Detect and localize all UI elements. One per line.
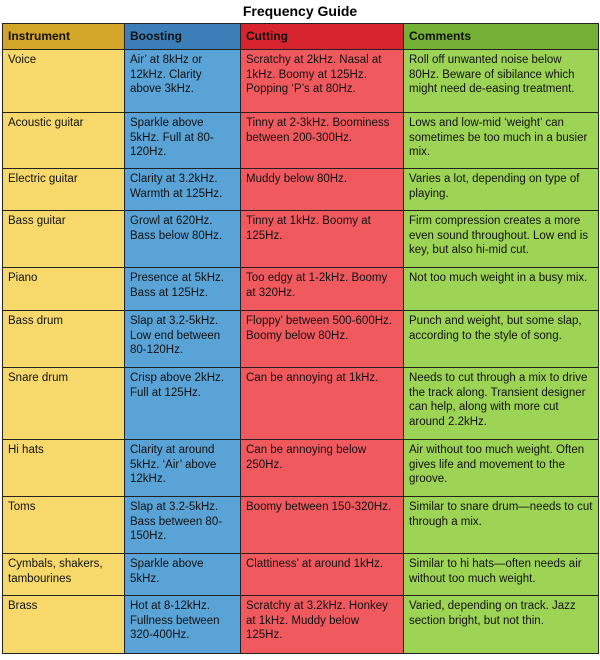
cutting-cell: Boomy between 150-320Hz.	[241, 497, 404, 554]
cutting-cell: Can be annoying at 1kHz.	[241, 368, 404, 440]
boosting-cell: Clarity at around 5kHz. ‘Air’ above 12kHz.	[125, 440, 241, 497]
boosting-cell: Crisp above 2kHz. Full at 125Hz.	[125, 368, 241, 440]
boosting-cell: Presence at 5kHz. Bass at 125Hz.	[125, 268, 241, 311]
cutting-cell: Floppy’ between 500-600Hz. Boomy below 80Hz.	[241, 311, 404, 368]
table-row	[3, 596, 599, 654]
boosting-cell: Sparkle above 5kHz.	[125, 554, 241, 596]
boosting-cell: Clarity at 3.2kHz. Warmth at 125Hz.	[125, 169, 241, 211]
comments-cell: Roll off unwanted noise below 80Hz. Beware of sibilance which might need de-easing treatment.	[404, 50, 599, 113]
boosting-cell: Hot at 8-12kHz. Fullness between 320-400Hz.	[125, 596, 241, 654]
comments-cell: Punch and weight, but some slap, according to the style of song.	[404, 311, 599, 368]
table-row	[3, 440, 599, 497]
comments-cell: Similar to snare drum—needs to cut through a mix.	[404, 497, 599, 554]
cutting-cell: Too edgy at 1-2kHz. Boomy at 320Hz.	[241, 268, 404, 311]
table-row	[3, 268, 599, 311]
table-row	[3, 497, 599, 554]
boosting-cell: Air’ at 8kHz or 12kHz. Clarity above 3kHz.	[125, 50, 241, 113]
cutting-cell: Muddy below 80Hz.	[241, 169, 404, 211]
instrument-cell: Hi hats	[3, 440, 125, 497]
boosting-cell: Slap at 3.2-5kHz. Low end between 80-120Hz.	[125, 311, 241, 368]
header-instrument: Instrument	[3, 24, 125, 50]
comments-cell: Varies a lot, depending on type of playing.	[404, 169, 599, 211]
table-row	[3, 211, 599, 268]
instrument-cell: Piano	[3, 268, 125, 311]
instrument-cell: Brass	[3, 596, 125, 654]
instrument-cell: Electric guitar	[3, 169, 125, 211]
comments-cell: Not too much weight in a busy mix.	[404, 268, 599, 311]
instrument-cell: Bass guitar	[3, 211, 125, 268]
cutting-cell: Can be annoying below 250Hz.	[241, 440, 404, 497]
comments-cell: Needs to cut through a mix to drive the track along. Transient designer can help, along with more cut around 2.2kHz.	[404, 368, 599, 440]
table-row	[3, 311, 599, 368]
comments-cell: Firm compression creates a more even sound throughout. Low end is key, but also hi-mid cut.	[404, 211, 599, 268]
instrument-cell: Cymbals, shakers, tambourines	[3, 554, 125, 596]
boosting-cell: Slap at 3.2-5kHz. Bass between 80-150Hz.	[125, 497, 241, 554]
instrument-cell: Acoustic guitar	[3, 113, 125, 169]
header-comments: Comments	[404, 24, 599, 50]
table-row	[3, 50, 599, 113]
cutting-cell: Scratchy at 2kHz. Nasal at 1kHz. Boomy at 125Hz. Popping ‘P’s at 80Hz.	[241, 50, 404, 113]
table-row	[3, 169, 599, 211]
cutting-cell: Clattiness’ at around 1kHz.	[241, 554, 404, 596]
page-title: Frequency Guide	[242, 3, 358, 19]
header-row	[3, 24, 599, 50]
table-row	[3, 554, 599, 596]
instrument-cell: Bass drum	[3, 311, 125, 368]
comments-cell: Varied, depending on track. Jazz section bright, but not thin.	[404, 596, 599, 654]
instrument-cell: Toms	[3, 497, 125, 554]
header-cutting: Cutting	[241, 24, 404, 50]
comments-cell: Similar to hi hats—often needs air without too much weight.	[404, 554, 599, 596]
instrument-cell: Voice	[3, 50, 125, 113]
instrument-cell: Snare drum	[3, 368, 125, 440]
table-row	[3, 368, 599, 440]
cutting-cell: Tinny at 2-3kHz. Boominess between 200-300Hz.	[241, 113, 404, 169]
cutting-cell: Tinny at 1kHz. Boomy at 125Hz.	[241, 211, 404, 268]
header-boosting: Boosting	[125, 24, 241, 50]
comments-cell: Air without too much weight. Often gives life and movement to the groove.	[404, 440, 599, 497]
comments-cell: Lows and low-mid ‘weight’ can sometimes be too much in a busier mix.	[404, 113, 599, 169]
table-row	[3, 113, 599, 169]
boosting-cell: Growl at 620Hz. Bass below 80Hz.	[125, 211, 241, 268]
boosting-cell: Sparkle above 5kHz. Full at 80-120Hz.	[125, 113, 241, 169]
cutting-cell: Scratchy at 3.2kHz. Honkey at 1kHz. Muddy below 125Hz.	[241, 596, 404, 654]
frequency-table	[2, 23, 599, 654]
